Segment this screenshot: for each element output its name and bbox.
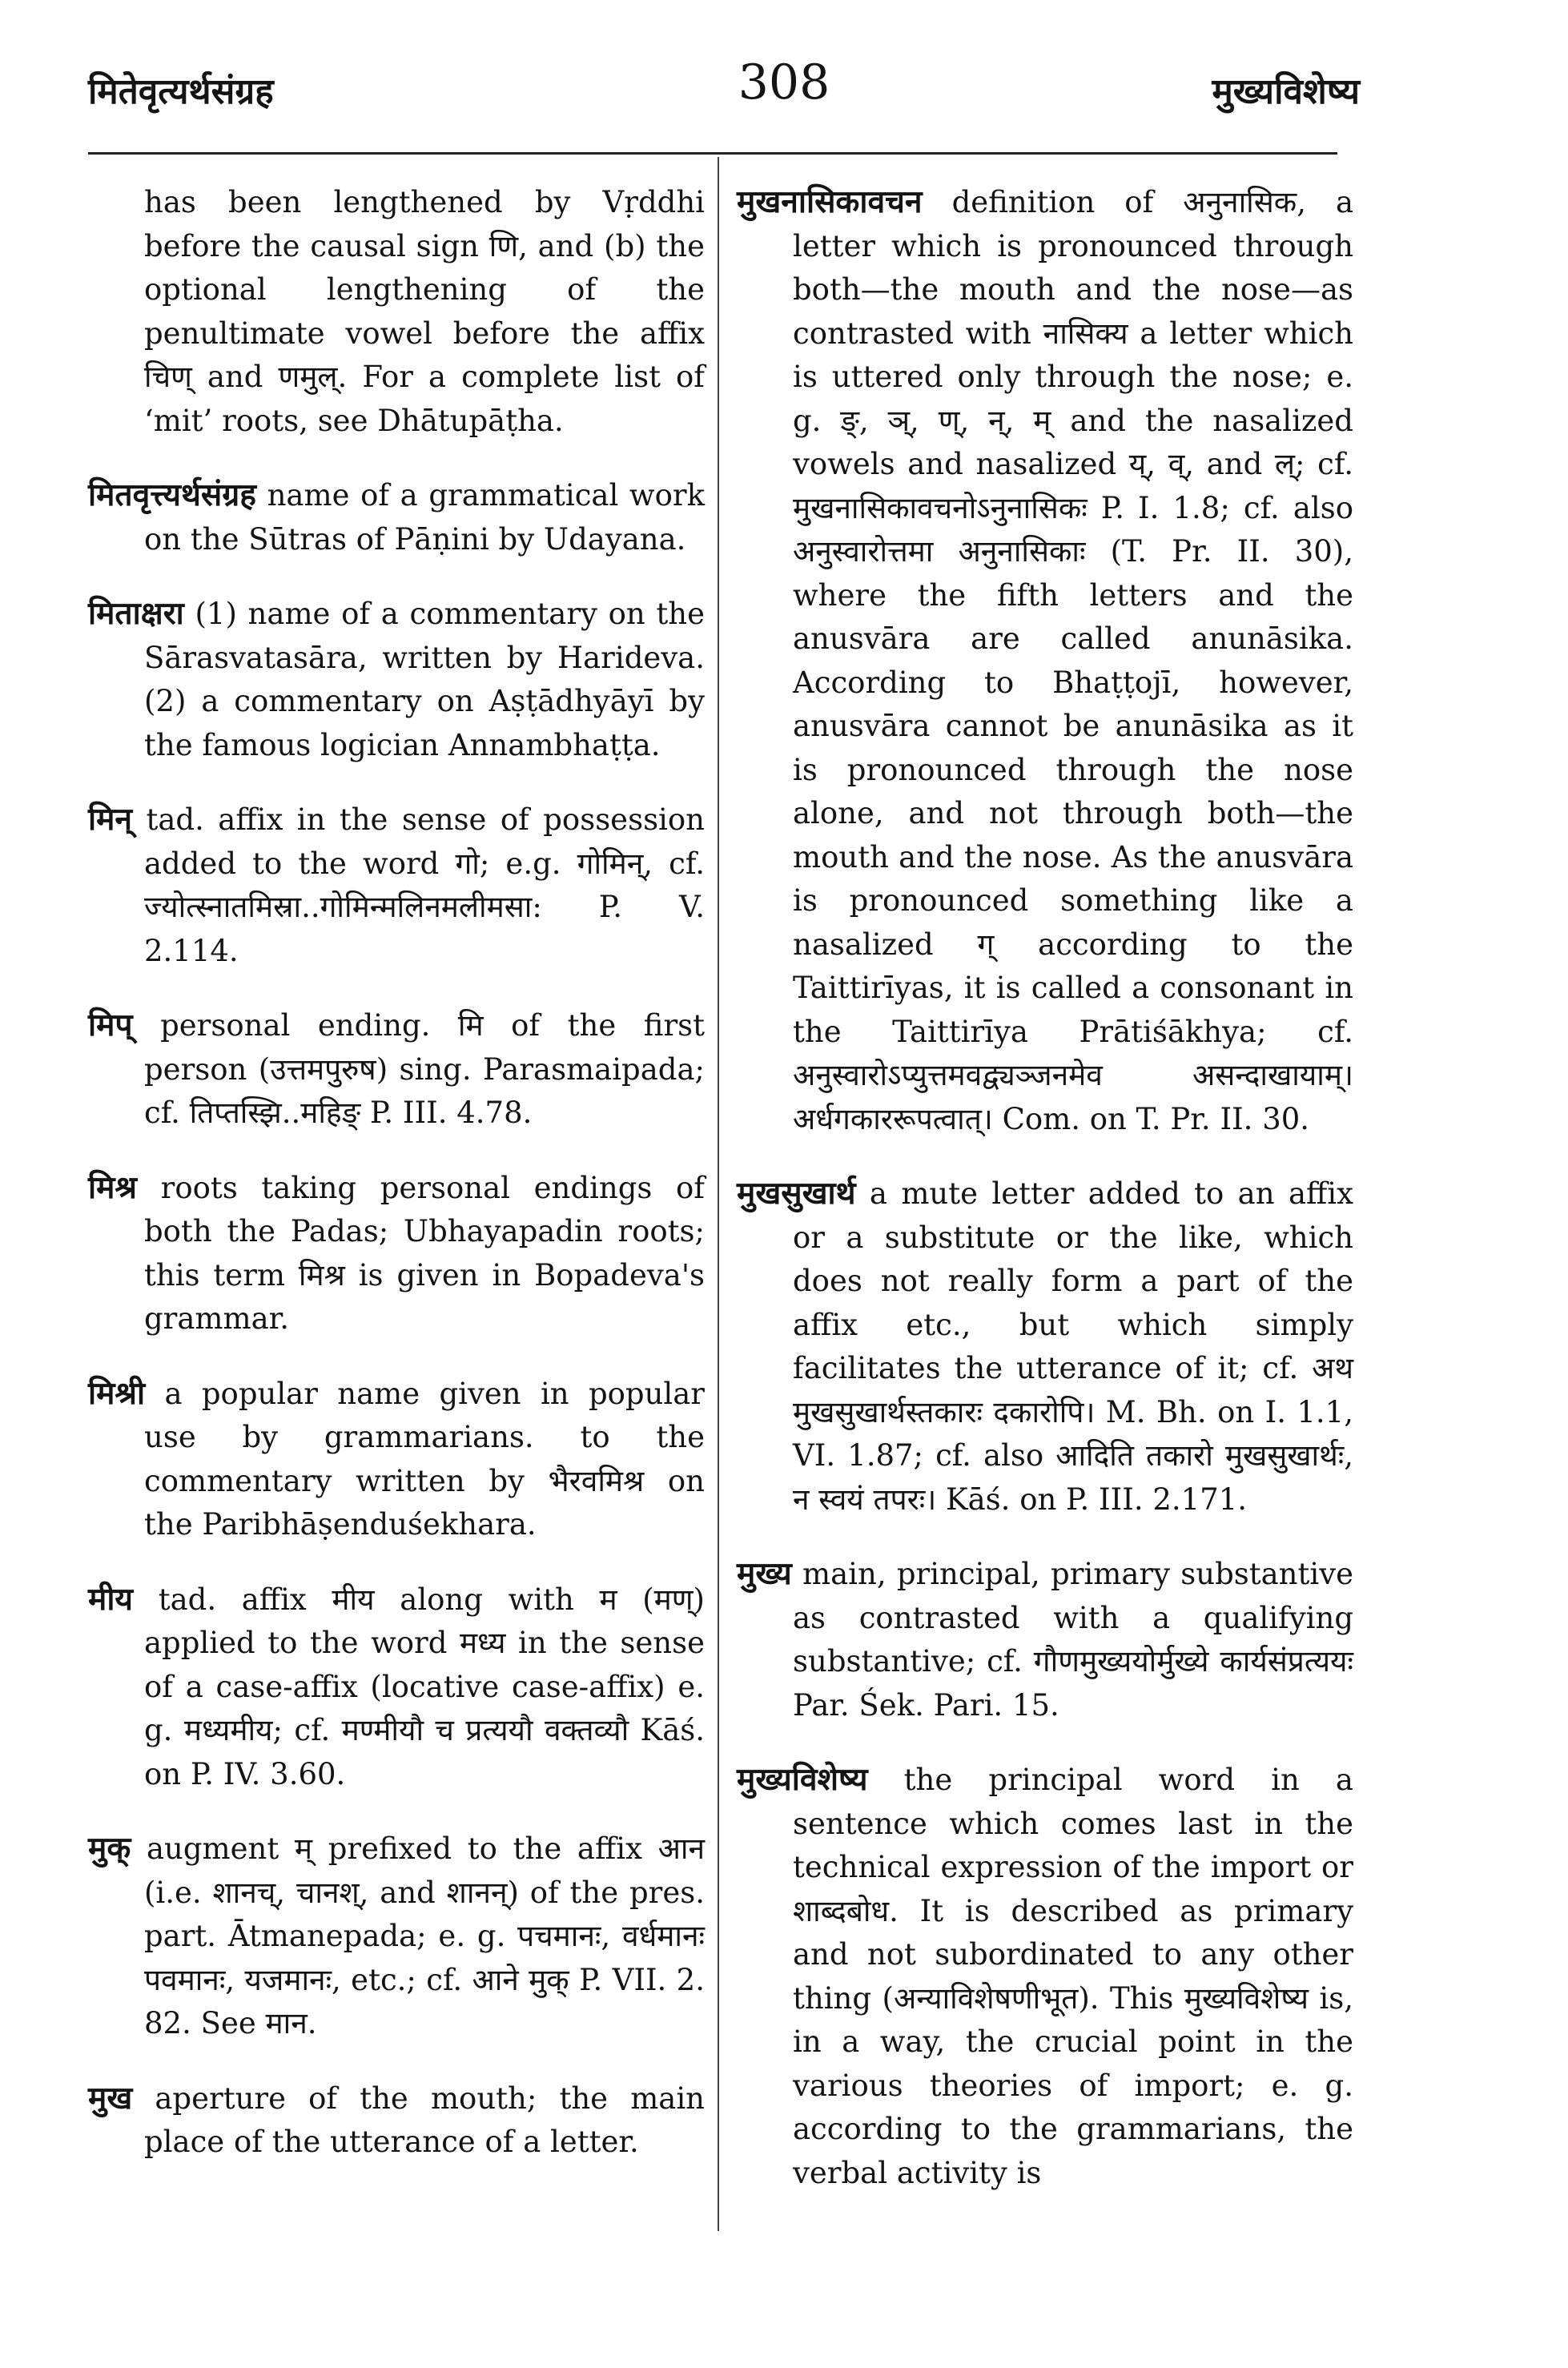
dictionary-entry <box>88 1827 705 2046</box>
entry-definition: augment म् prefixed to the affix आन (i.e. शानच्, चानश्, and शानन्) of the pres. part. Ātmanepada; e. g. पचमानः, वर्धमानः पवमानः, यजमानः, etc.; cf. आने मुक् P. VII. 2. 82. See मान. <box>131 1831 705 2040</box>
dictionary-entry <box>88 1578 705 1797</box>
entry-headword: मीय <box>88 1580 134 1618</box>
dictionary-entry <box>737 180 1353 1141</box>
entry-headword: मिप् <box>88 1007 133 1043</box>
dictionary-entry <box>737 1172 1353 1522</box>
dictionary-entry <box>737 1758 1353 2195</box>
entry-headword: मुख्य <box>737 1555 792 1592</box>
column-divider <box>718 157 719 2231</box>
entry-definition: (1) name of a commentary on the Sārasvatasāra, written by Harideva. (2) a commentary on Aṣṭādhyāyī by the famous logician Annambhaṭṭa. <box>144 597 705 762</box>
entry-headword: मुख्यविशेष्य <box>737 1761 868 1798</box>
entry-definition: aperture of the mouth; the main place of the utterance of a letter. <box>132 2081 705 2159</box>
entry-headword: मिश्री <box>88 1374 146 1412</box>
entry-headword: मुखनासिकावचन <box>737 183 923 220</box>
entry-definition: tad. affix मीय along with म (मण्) applied to the word मध्य in the sense of a case-affix (locative case-affix) e. g. मध्यमीय; cf. मण्मीयौ च प्रत्ययौ वक्तव्यौ Kāś. on P. IV. 3.60. <box>133 1582 705 1791</box>
dictionary-entry <box>88 1372 705 1547</box>
entry-definition: roots taking personal endings of both the Padas; Ubhayapadin roots; this term मिश्र is given in Bopadeva's grammar. <box>137 1170 705 1336</box>
entry-definition: main, principal, primary substantive as contrasted with a qualifying substantive; cf. गौणमुख्ययोर्मुख्ये कार्यसंप्रत्ययः Par. Śek. Pari. 15. <box>791 1557 1353 1723</box>
page-header <box>0 0 1568 160</box>
entry-definition: a mute letter added to an affix or a substitute or the like, which does not really form a part of the affix etc., but which simply facilitates the utterance of it; cf. अथ मुखसुखार्थस्तकारः दकारोपि। M. Bh. on I. 1.1, VI. 1.87; cf. also आदिति तकारो मुखसुखार्थः, न स्वयं तपरः। Kāś. on P. III. 2.171. <box>793 1176 1353 1517</box>
entry-headword: मिताक्षरा <box>88 595 184 632</box>
running-head-left: मितेवृत्यर्थसंग्रह <box>88 71 274 112</box>
entry-definition: personal ending. मि of the first person (उत्तमपुरुष) sing. Parasmaipada; cf. तिप्तस्झि..महिङ् P. III. 4.78. <box>132 1008 705 1130</box>
dictionary-entry <box>88 1003 705 1136</box>
entry-headword: मुक् <box>88 1830 131 1867</box>
entry-headword: मितवृत्त्यर्थसंग्रह <box>88 476 256 513</box>
left-column <box>88 180 705 2195</box>
entry-definition: name of a grammatical work on the Sūtras of Pāṇini by Udayana. <box>144 478 705 557</box>
entry-definition: a popular name given in popular use by grammarians. to the commentary written by भैरवमिश्र on the Paribhāṣenduśekhara. <box>144 1376 705 1542</box>
entry-definition: has been lengthened by Vṛddhi before the causal sign णि, and (b) the optional lengthening of the penultimate vowel before the affix चिण् and णमुल्. For a complete list of ‘mit’ roots, see Dhātupāṭha. <box>144 185 705 438</box>
entry-headword: मुखसुखार्थ <box>737 1175 856 1212</box>
entry-definition: the principal word in a sentence which comes last in the technical expression of the import or शाब्दबोध. It is described as primary and not subordinated to any other thing (अन्याविशेषणीभूत). This मुख्यविशेष्य is, in a way, the crucial point in the various theories of import; e. g. according to the grammarians, the verbal activity is <box>793 1763 1353 2190</box>
entry-headword: मिन् <box>88 801 133 838</box>
dictionary-entry <box>88 798 705 973</box>
dictionary-entry <box>88 592 705 767</box>
header-rule <box>88 152 1337 155</box>
dictionary-entry <box>88 1166 705 1341</box>
entry-definition: tad. affix in the sense of possession added to the word गो; e.g. गोमिन्, cf. ज्योत्स्नातमिस्रा..गोमिन्मलिनमलीमसा: P. V. 2.114. <box>132 802 705 968</box>
dictionary-entry <box>144 180 705 443</box>
entry-headword: मुख <box>88 2079 133 2117</box>
dictionary-entry <box>88 2077 705 2165</box>
entry-definition: definition of अनुनासिक, a letter which is pronounced through both—the mouth and the nose—as contrasted with नासिक्य a letter which is uttered only through the nose; e. g. ङ्, ञ्, ण्, न्, म् and the nasalized vowels and nasalized य्, व्, and ल्; cf. मुखनासिकावचनोऽनुनासिकः P. I. 1.8; cf. also अनुस्वारोत्तमा अनुनासिकाः (T. Pr. II. 30), where the fifth letters and the anusvāra are called anunāsika. According to Bhaṭṭojī, however, anusvāra cannot be anunāsika as it is pronounced through the nose alone, and not through both—the mouth and the nose. As the anusvāra is pronounced something like a nasalized ग् according to the Taittirīyas, it is called a consonant in the Taittirīya Prātiśākhya; cf. अनुस्वारोऽप्युत्तमवद्व्यञ्जनमेव असन्दाखायाम्। अर्धगकाररूपत्वात्। Com. on T. Pr. II. 30. <box>793 185 1353 1136</box>
dictionary-entry <box>737 1552 1353 1727</box>
dictionary-entry <box>88 473 705 561</box>
page-number: 308 <box>738 54 830 111</box>
entry-headword: मिश्र <box>88 1168 138 1206</box>
right-column <box>737 180 1353 2225</box>
running-head-right: मुख्यविशेष्य <box>1212 71 1360 112</box>
